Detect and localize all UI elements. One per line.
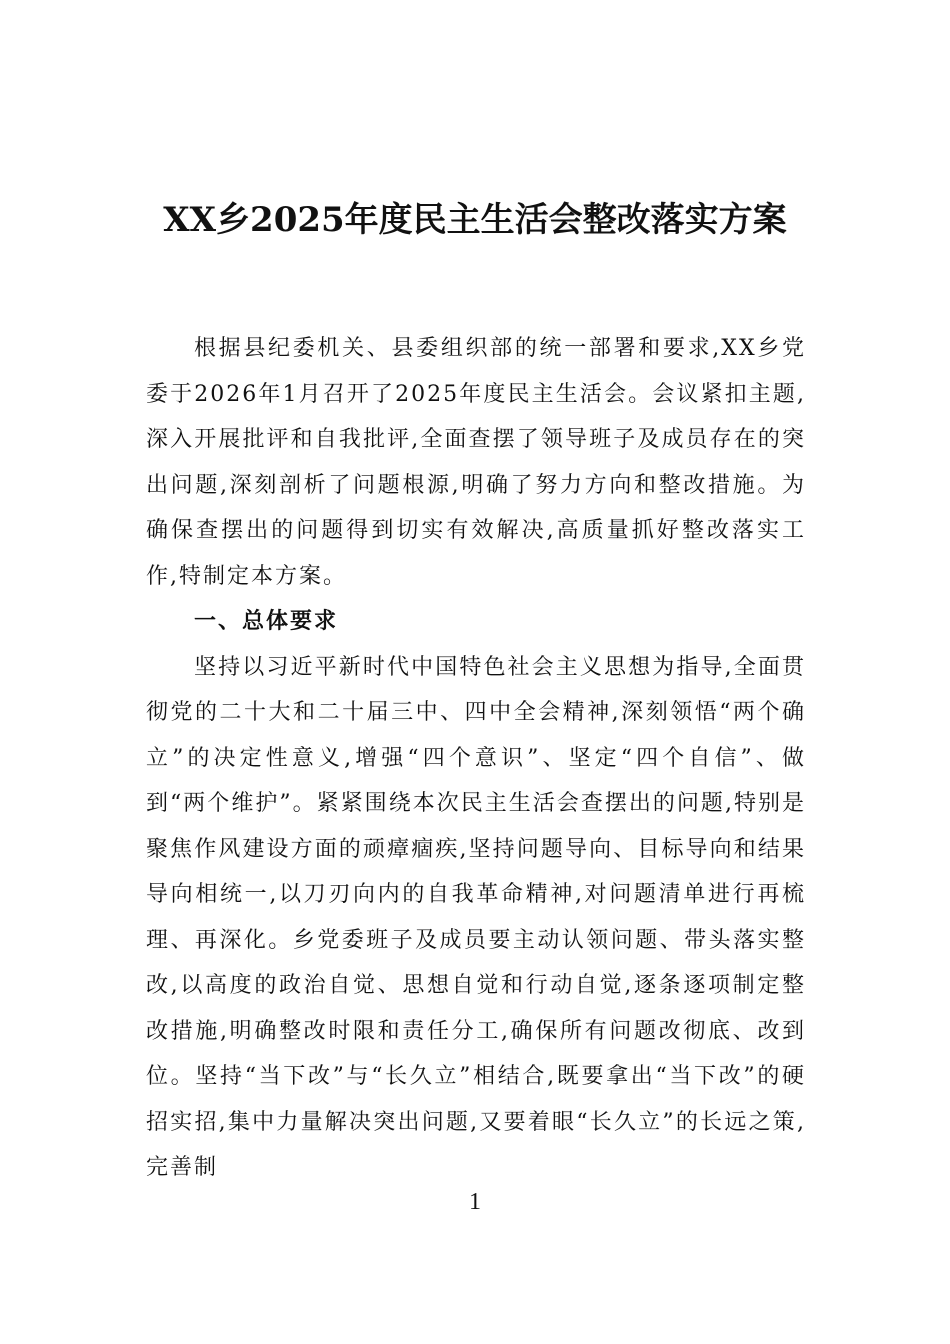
general-requirements-paragraph: 坚持以习近平新时代中国特色社会主义思想为指导,全面贯彻党的二十大和二十届三中、四中全会精神,深刻领悟“两个确立”的决定性意义,增强“四个意识”、坚定“四个自信”、做到“两个维护”。紧紧围绕本次民主生活会查摆出的问题,特别是聚焦作风建设方面的顽瘴痼疾,坚持问题导向、目标导向和结果导向相统一,以刀刃向内的自我革命精神,对问题清单进行再梳理、再深化。乡党委班子及成员要主动认领问题、带头落实整改,以高度的政治自觉、思想自觉和行动自觉,逐条逐项制定整改措施,明确整改时限和责任分工,确保所有问题改彻底、改到位。坚持“当下改”与“长久立”相结合,既要拿出“当下改”的硬招实招,集中力量解决突出问题,又要着眼“长久立”的长远之策,完善制 xyxy=(146,654,806,1180)
intro-paragraph: 根据县纪委机关、县委组织部的统一部署和要求,XX乡党委于2026年1月召开了2025年度民主生活会。会议紧扣主题,深入开展批评和自我批评,全面查摆了领导班子及成员存在的突出问题,深刻剖析了问题根源,明确了努力方向和整改措施。为确保查摆出的问题得到切实有效解决,高质量抓好整改落实工作,特制定本方案。 xyxy=(146,336,806,589)
page-number: 1 xyxy=(469,1189,481,1215)
section-heading-general-requirements: 一、总体要求 xyxy=(194,609,339,634)
document-title: XX乡2025年度民主生活会整改落实方案 xyxy=(163,200,787,240)
document-body xyxy=(146,326,806,1191)
